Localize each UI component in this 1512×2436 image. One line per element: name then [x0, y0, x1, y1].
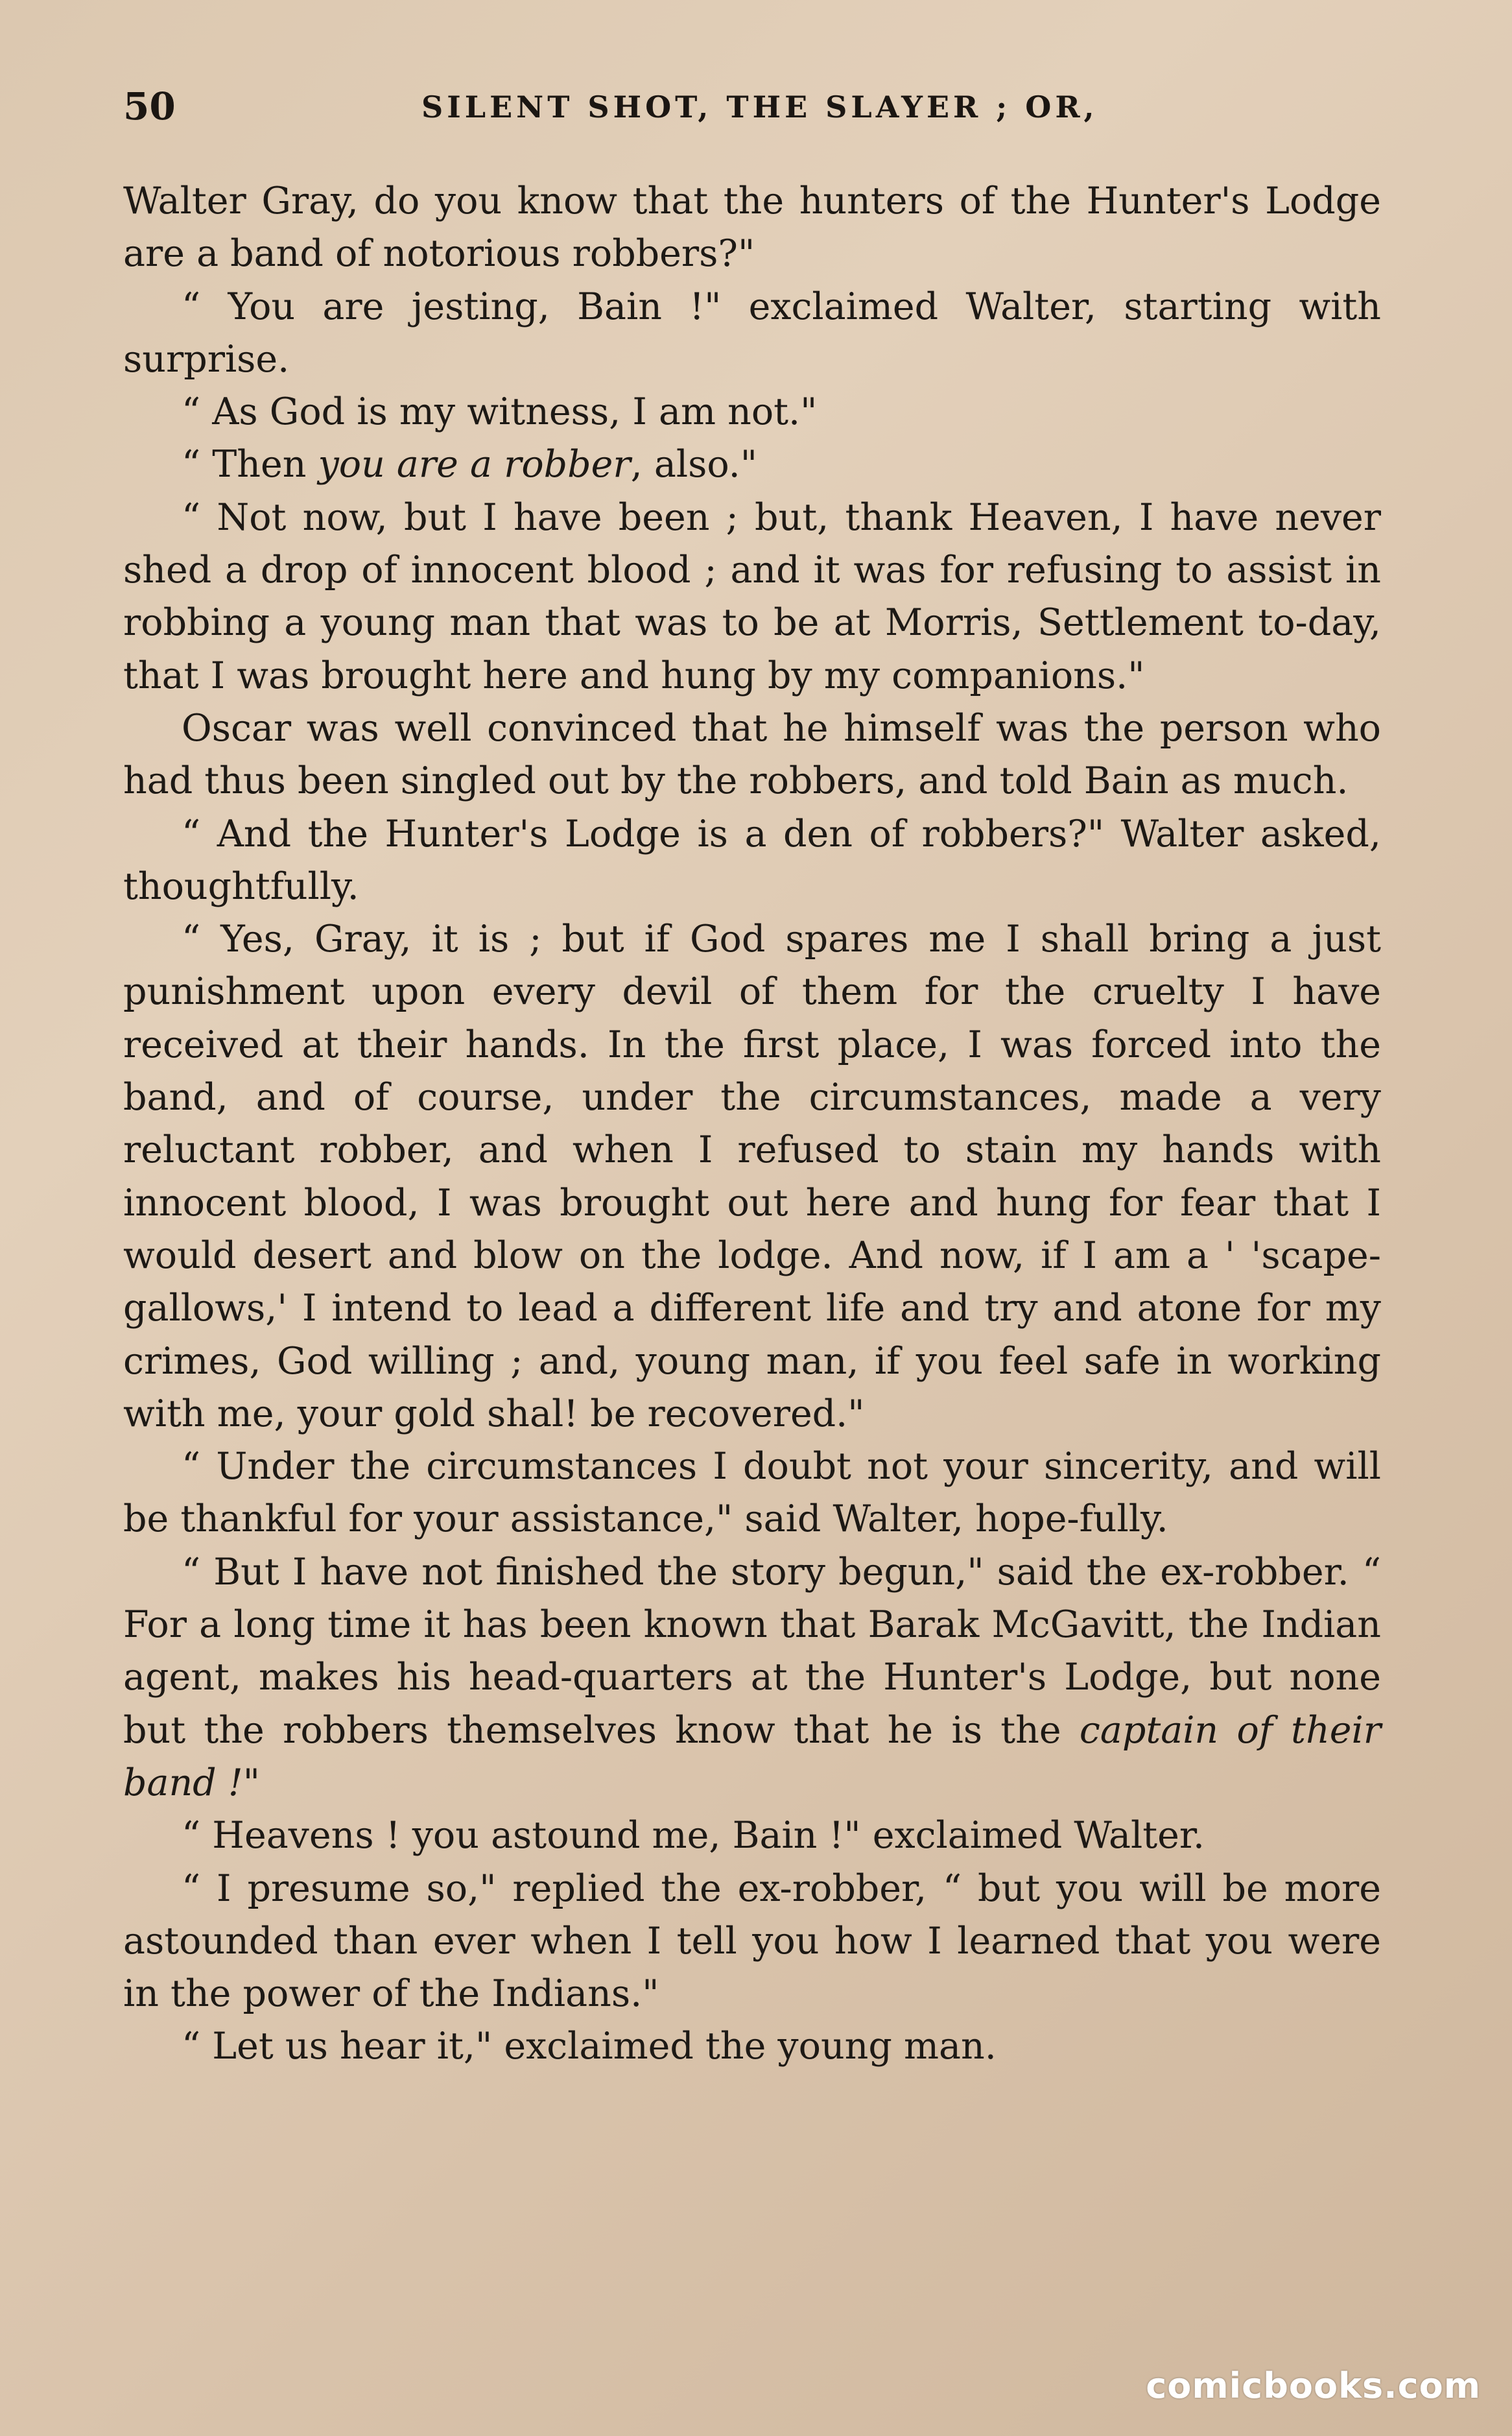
paragraph: “ Not now, but I have been ; but, thank Heaven, I have never shed a drop of innocent blood ; and it was for refusing to assist in robbing a young man that was to be at Morris, Settlement to-day, that I was brought here and hung by my companions.": [123, 496, 1381, 697]
paragraph: “ I presume so," replied the ex-robber, “ but you will be more astounded than ever when I tell you how I learned that you were in the power of the Indians.": [123, 1867, 1381, 2016]
paragraph: Oscar was well convinced that he himself was the person who had thus been singled out by the robbers, and told Bain as much.: [123, 706, 1381, 803]
watermark: comicbooks.com: [1146, 2365, 1481, 2406]
paragraph: “ Heavens ! you astound me, Bain !" exclaimed Walter.: [182, 1814, 1205, 1857]
paragraph: “ Yes, Gray, it is ; but if God spares me I shall bring a just punishment upon every devil of them for the cruelty I have received at their hands. In the first place, I was forced into the band, and of course, under the circumstances, made a very reluctant robber, and when I refused to stain my hands with innocent blood, I was brought out here and hung for fear that I would desert and blow on the lodge. And now, if I am a ' 'scape-gallows,' I intend to lead a different life and try and atone for my crimes, God willing ; and, young man, if you feel safe in working with me, your gold shal! be recovered.": [123, 918, 1381, 1435]
paragraph: “ Then you are a robber, also.": [182, 443, 757, 486]
running-head: SILENT SHOT, THE SLAYER ; OR,: [421, 90, 1098, 125]
italic-phrase: captain of their band !: [123, 1708, 1381, 1804]
page-header: [123, 84, 1381, 136]
body-text: [123, 175, 1381, 2073]
paragraph: “ You are jesting, Bain !" exclaimed Walter, starting with surprise.: [123, 285, 1381, 381]
paragraph: Walter Gray, do you know that the hunters of the Hunter's Lodge are a band of notorious robbers?": [123, 180, 1381, 276]
paragraph: “ As God is my witness, I am not.": [182, 390, 818, 434]
paragraph: “ And the Hunter's Lodge is a den of robbers?" Walter asked, thoughtfully.: [123, 812, 1381, 908]
page-number: 50: [123, 84, 176, 128]
paragraph: “ Under the circumstances I doubt not your sincerity, and will be thankful for your assistance," said Walter, hope-fully.: [123, 1445, 1381, 1541]
paragraph: “ Let us hear it," exclaimed the young man.: [182, 2025, 997, 2068]
paragraph: “ But I have not finished the story begun," said the ex-robber. “ For a long time it has been known that Barak McGavitt, the Indian agent, makes his head-quarters at the Hunter's Lodge, but none but the robbers themselves know that he is the captain of their band !": [123, 1550, 1381, 1804]
italic-phrase: you are a robber: [318, 443, 631, 486]
